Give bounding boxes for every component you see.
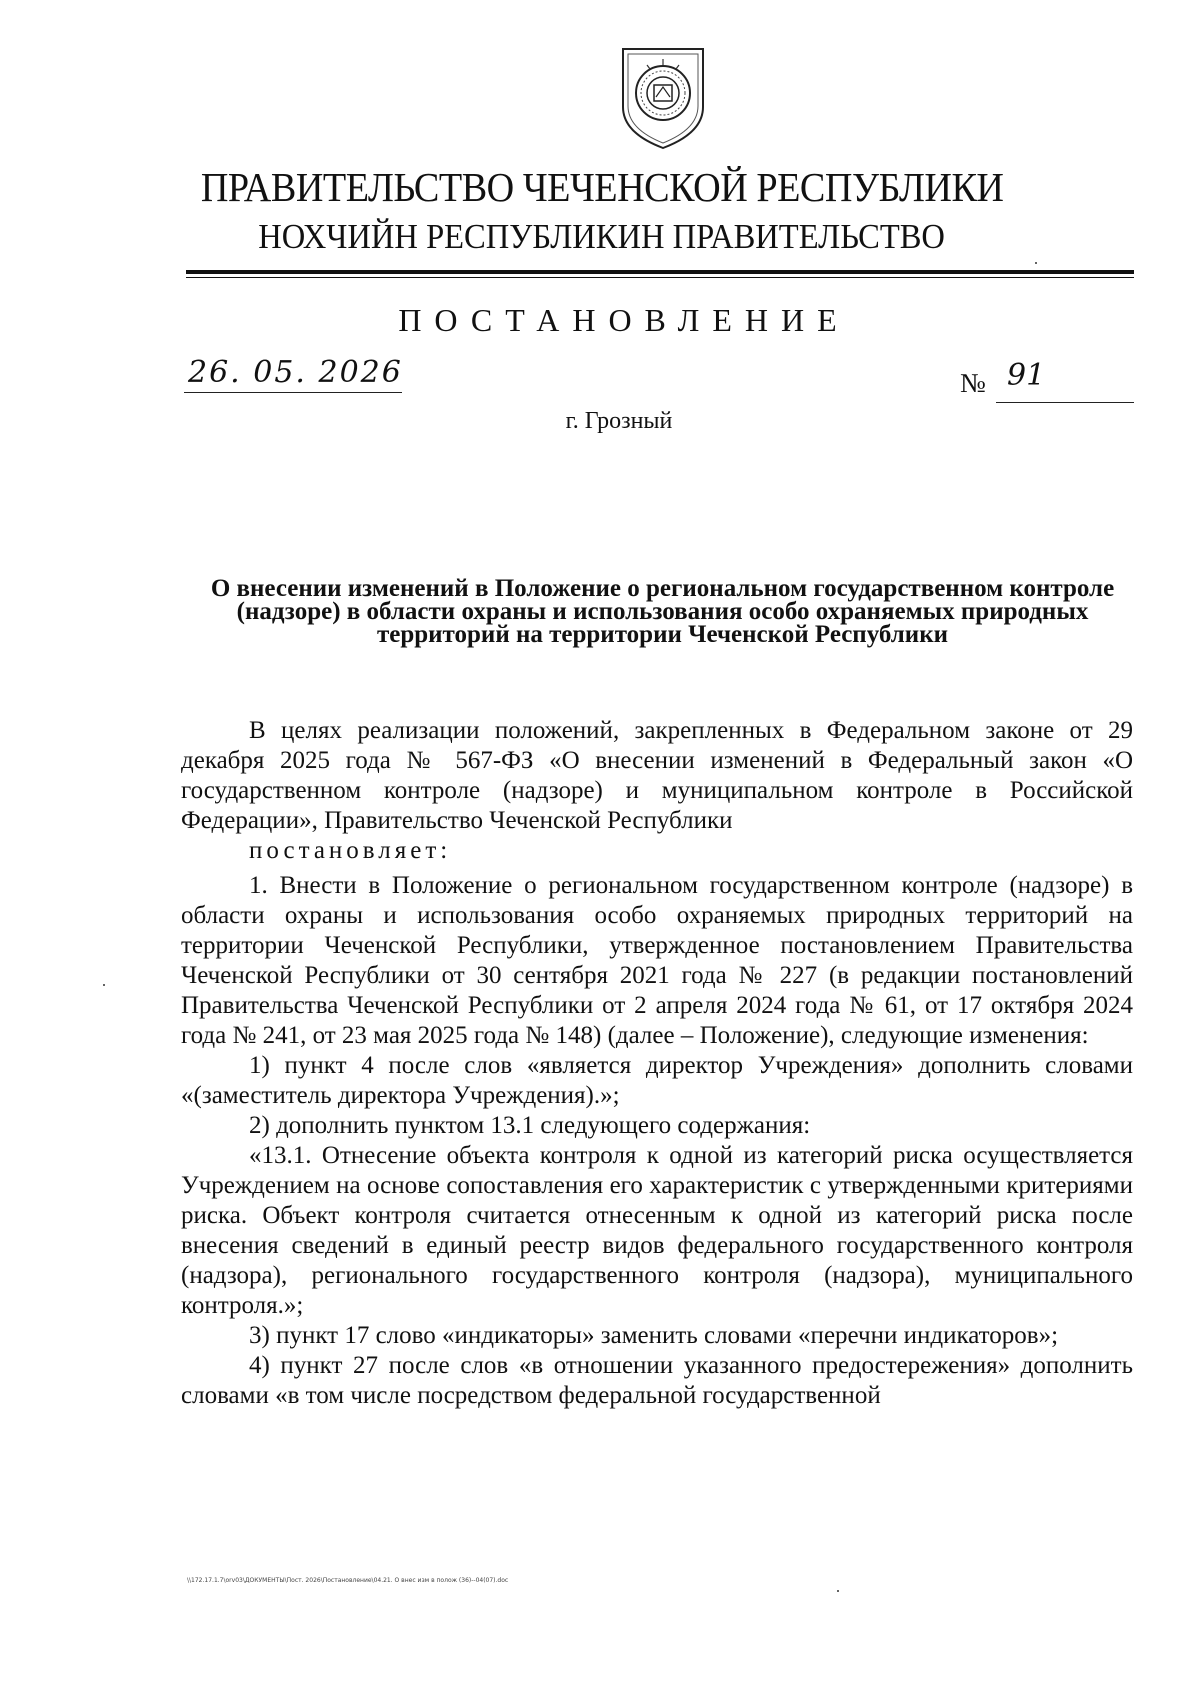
government-name-russian: ПРАВИТЕЛЬСТВО ЧЕЧЕНСКОЙ РЕСПУБЛИКИ xyxy=(200,164,1004,210)
preamble-text: В целях реализации положений, закрепленных в Федеральном законе от 29 декабря 2025 года № 567-ФЗ «О внесении изменений в Федеральный закон «О государственном контроле (надзоре) и муниципальном контроле в Российской Федерации», Правительство Чеченской Республики xyxy=(181,717,1133,834)
header-rule-thin xyxy=(186,277,1134,278)
coat-of-arms-icon xyxy=(617,45,709,151)
paragraph-2: 1) пункт 4 после слов «является директор Учреждения» дополнить словами «(заместитель директора Учреждения).»; xyxy=(181,1052,1133,1109)
scan-speck xyxy=(103,984,105,986)
scan-speck xyxy=(1035,262,1037,264)
decree-word: постановляет: xyxy=(249,837,452,864)
paragraph-5: 3) пункт 17 слово «индикаторы» заменить словами «перечни индикаторов»; xyxy=(249,1322,1059,1349)
handwritten-date: 26. 05. 2026 xyxy=(188,355,403,390)
number-label: № xyxy=(960,368,986,398)
document-type: ПОСТАНОВЛЕНИЕ xyxy=(398,302,850,338)
paragraph-6: 4) пункт 27 после слов «в отношении указанного предостережения» дополнить словами «в том числе посредством федеральной государственной xyxy=(181,1352,1133,1409)
handwritten-number: 91 xyxy=(1007,358,1046,393)
city: г. Грозный xyxy=(565,408,673,434)
preamble-paragraph xyxy=(181,716,1133,866)
paragraph-4: «13.1. Отнесение объекта контроля к одной из категорий риска осуществляется Учреждением на основе сопоставления его характеристик с утвержденными критериями риска. Объект контроля считается отнесенным к одной из категорий риска после внесения сведений в единый реестр видов федерального государственного контроля (надзора), регионального государственного контроля (надзора), муниципального контроля.»; xyxy=(181,1142,1133,1319)
document-body xyxy=(181,716,1133,1411)
header-rule-thick xyxy=(186,270,1134,274)
paragraph-3: 2) дополнить пунктом 13.1 следующего содержания: xyxy=(249,1112,811,1139)
date-underline xyxy=(184,392,402,393)
government-name-chechen: НОХЧИЙН РЕСПУБЛИКИН ПРАВИТЕЛЬСТВО xyxy=(258,217,945,256)
scan-speck xyxy=(837,1590,839,1592)
paragraph-1: 1. Внести в Положение о региональном государственном контроле (надзоре) в области охраны и использования особо охраняемых природных территорий на территории Чеченской Республики, утвержденное постановлением Правительства Чеченской Республики от 30 сентября 2021 года № 227 (в редакции постановлений Правительства Чеченской Республики от 2 апреля 2024 года № 61, от 17 октября 2024 года № 241, от 23 мая 2025 года № 148) (далее – Положение), следующие изменения: xyxy=(181,872,1133,1049)
number-underline xyxy=(996,402,1134,403)
file-path-footer: \\172.17.1.7\orv03\ДОКУМЕНТЫ\Пост. 2026\Постановление\04.21. О внес изм в полож (36)--04(07).doc xyxy=(187,1577,509,1584)
document-title: О внесении изменений в Положение о региональном государственном контроле (надзоре) в области охраны и использования особо охраняемых природных территорий на территории Чеченской Республики xyxy=(210,575,1115,648)
